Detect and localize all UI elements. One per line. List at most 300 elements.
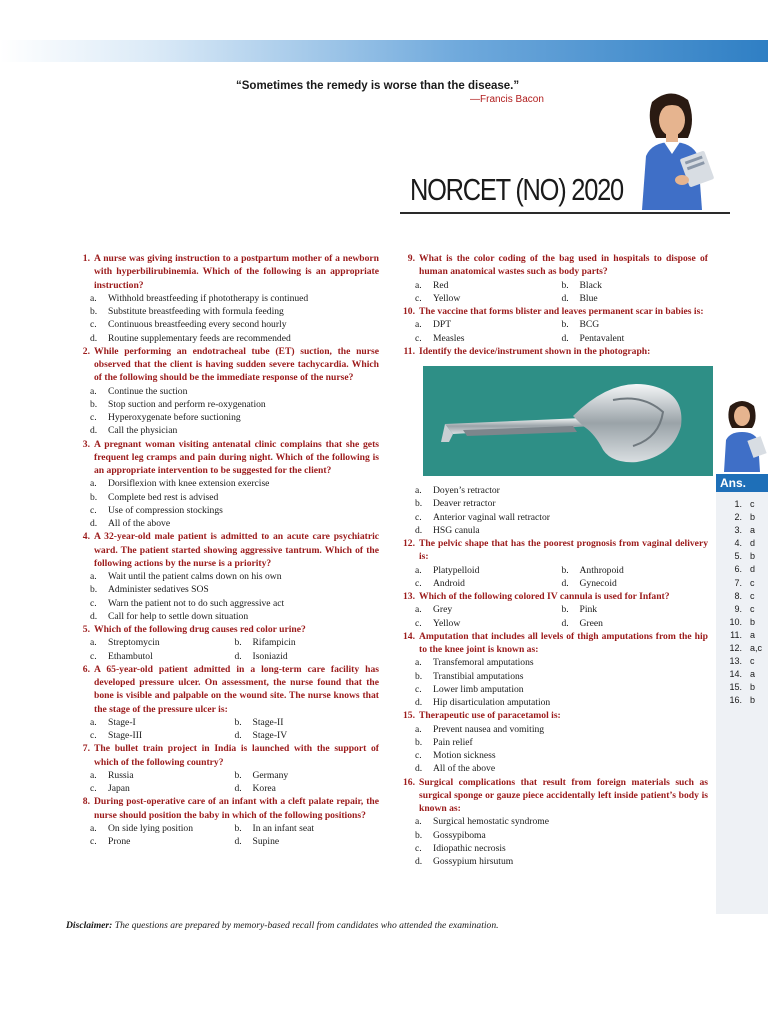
option-text: Wait until the patient calms down on his own: [108, 571, 282, 582]
answer-key-panel: [716, 474, 768, 914]
answer-key-number: 16.: [729, 695, 742, 706]
option-text: Deaver retractor: [433, 498, 496, 510]
answer-option: [562, 292, 709, 305]
question-head: [76, 795, 379, 822]
option-text: Call the physician: [108, 425, 178, 437]
answer-option: [562, 318, 709, 331]
question-block: [76, 345, 379, 438]
question-text: A nurse was giving instruction to a postpartum mother of a newborn with hyperbilirubinemia. Which of the following is an appropriate instruction?: [94, 253, 379, 291]
answer-key-number: 10.: [729, 616, 742, 627]
question-number: 6.: [82, 663, 90, 675]
option-text: Prevent nausea and vomiting: [433, 723, 545, 735]
answer-option: [401, 829, 708, 842]
answer-option: [401, 736, 708, 749]
header-gradient-bar: [0, 40, 768, 62]
option-text: Measles: [433, 332, 465, 344]
disclaimer-text: The questions are prepared by memory-based recall from candidates who attended the examination.: [112, 920, 499, 931]
question-head: [76, 742, 379, 769]
option-letter: b.: [415, 736, 423, 748]
answer-key-value: d: [750, 564, 756, 575]
nurse-illustration-icon: [622, 84, 722, 210]
answer-option-row: [401, 332, 708, 345]
question-number: 15.: [403, 710, 415, 722]
question-number: 10.: [403, 306, 415, 317]
answer-option: [76, 292, 379, 305]
question-number: 13.: [403, 591, 415, 602]
answer-key-row: [716, 550, 768, 563]
option-letter: c.: [90, 412, 97, 423]
question-head: [76, 623, 379, 636]
answer-option: [76, 491, 379, 504]
answer-option: [235, 716, 380, 729]
answer-option: [90, 835, 235, 848]
answer-option-row: [401, 603, 708, 616]
option-text: Call for help to settle down situation: [108, 610, 249, 622]
option-text: Germany: [252, 769, 289, 781]
option-letter: d.: [90, 332, 98, 344]
answer-option: [76, 305, 379, 318]
option-letter: d.: [90, 610, 98, 622]
question-head: [401, 630, 708, 657]
answer-key-number: 8.: [734, 590, 742, 601]
answer-option-row: [401, 564, 708, 577]
option-letter: a.: [90, 385, 97, 397]
option-letter: d.: [415, 524, 423, 536]
question-head: [76, 663, 379, 716]
option-letter: a.: [90, 571, 97, 582]
answer-option-row: [401, 577, 708, 590]
option-letter: c.: [415, 750, 422, 761]
answer-key-row: [716, 629, 768, 642]
option-letter: b.: [561, 564, 569, 576]
answer-option: [235, 782, 380, 795]
option-text: Platypelloid: [433, 564, 480, 576]
retractor-instrument-icon: [423, 366, 713, 476]
answer-key-number: 3.: [734, 525, 742, 536]
question-block: [76, 663, 379, 743]
question-text: What is the color coding of the bag used in hospitals to dispose of human anatomical wastes such as body parts?: [419, 253, 708, 278]
option-letter: a.: [90, 769, 97, 781]
option-text: Green: [579, 617, 603, 629]
option-text: All of the above: [108, 518, 171, 529]
answer-option: [415, 617, 562, 630]
answer-key-value: a,c: [750, 643, 763, 654]
answer-key-value: b: [750, 695, 756, 706]
answer-option: [401, 762, 708, 775]
answer-option-row: [401, 617, 708, 630]
option-letter: b.: [234, 716, 242, 728]
option-letter: c.: [415, 332, 422, 344]
epigraph-quote: “Sometimes the remedy is worse than the disease.”: [236, 80, 520, 92]
answer-key-value: b: [750, 616, 756, 627]
answer-option-row: [76, 650, 379, 663]
question-number: 7.: [82, 743, 90, 755]
option-text: Transtibial amputations: [433, 670, 524, 682]
question-text: A 65-year-old patient admitted in a long-term care facility has developed pressure ulcer. On assessment, the nurse found that the bone is visible and palpable on the wound site. The nurse knows that the stage of the pressure ulcer is:: [94, 663, 379, 715]
option-text: Stage-III: [108, 730, 143, 741]
question-text: A 32-year-old male patient is admitted to an acute care psychiatric ward. The patient started showing aggressive tantrum. Which of the following actions by the nurse is a priority?: [94, 531, 379, 569]
option-text: Pink: [579, 604, 598, 616]
answer-option: [415, 564, 562, 577]
answer-key-row: [716, 524, 768, 537]
option-text: Substitute breastfeeding with formula feeding: [108, 306, 284, 317]
answer-option: [235, 835, 380, 848]
option-letter: b.: [415, 498, 423, 510]
option-letter: c.: [415, 511, 422, 523]
option-text: Pain relief: [433, 736, 473, 748]
answer-key-number: 6.: [734, 564, 742, 575]
question-number: 4.: [82, 531, 90, 543]
answer-option: [401, 842, 708, 855]
answer-option: [76, 411, 379, 424]
question-block: [401, 537, 708, 590]
question-text: Therapeutic use of paracetamol is:: [419, 710, 561, 722]
answer-option: [76, 332, 379, 345]
option-letter: c.: [90, 783, 97, 794]
answer-key-value: b: [750, 682, 756, 693]
answer-option: [90, 636, 235, 649]
option-text: Idiopathic necrosis: [433, 842, 506, 854]
option-letter: a.: [90, 822, 97, 834]
question-text: Which of the following colored IV cannula is used for Infant?: [419, 591, 670, 602]
answer-option: [235, 769, 380, 782]
question-block: [401, 305, 708, 345]
answer-option: [76, 570, 379, 583]
option-letter: d.: [561, 617, 569, 629]
option-letter: d.: [234, 783, 242, 794]
answer-key-row: [716, 577, 768, 590]
question-number: 12.: [403, 538, 415, 549]
option-letter: d.: [234, 650, 242, 662]
question-block: [401, 776, 708, 869]
answer-option: [76, 398, 379, 411]
option-text: Anthropoid: [579, 564, 624, 576]
option-letter: a.: [415, 723, 422, 735]
answer-option: [235, 729, 380, 742]
option-letter: d.: [561, 292, 569, 304]
option-text: Anterior vaginal wall retractor: [433, 511, 550, 523]
answer-key-number: 7.: [734, 577, 742, 588]
option-letter: c.: [90, 730, 97, 741]
answer-option: [415, 318, 562, 331]
answer-key-row: [716, 655, 768, 668]
answer-option: [76, 385, 379, 398]
answer-option: [401, 815, 708, 828]
answer-option: [76, 517, 379, 530]
answer-option-row: [76, 716, 379, 729]
answer-option: [401, 683, 708, 696]
question-block: [76, 252, 379, 345]
option-text: Russia: [108, 769, 134, 781]
option-letter: b.: [234, 769, 242, 781]
option-letter: d.: [415, 697, 423, 708]
question-text: The pelvic shape that has the poorest prognosis from vaginal delivery is:: [419, 538, 708, 563]
option-text: Routine supplementary feeds are recommended: [108, 332, 291, 344]
answer-key-number: 11.: [730, 629, 742, 640]
option-text: Use of compression stockings: [108, 504, 223, 516]
answer-key-number: 12.: [729, 643, 742, 654]
question-text: Identify the device/instrument shown in the photograph:: [419, 345, 651, 357]
option-text: Continuous breastfeeding every second hourly: [108, 319, 287, 331]
question-text: Which of the following drug causes red color urine?: [94, 624, 306, 635]
question-block: [76, 742, 379, 795]
answer-option: [562, 617, 709, 630]
answer-option: [415, 603, 562, 616]
question-block: [76, 438, 379, 531]
option-letter: a.: [90, 716, 97, 728]
option-text: Gossypium hirsutum: [433, 856, 514, 867]
option-letter: c.: [415, 683, 422, 695]
option-letter: b.: [415, 829, 423, 841]
option-letter: a.: [415, 604, 422, 616]
option-text: Hyperoxygenate before suctioning: [108, 412, 241, 423]
question-head: [401, 345, 708, 358]
answer-option: [76, 424, 379, 437]
option-text: Ethambutol: [108, 650, 153, 662]
option-letter: a.: [415, 657, 422, 669]
option-text: Stage-II: [252, 716, 284, 728]
answer-option-row: [76, 822, 379, 835]
disclaimer: [66, 920, 499, 931]
answer-option-row: [401, 292, 708, 305]
option-text: Streptomycin: [108, 637, 160, 649]
option-text: Administer sedatives SOS: [108, 584, 209, 596]
answer-option-row: [76, 769, 379, 782]
answer-key-value: a: [750, 525, 756, 536]
question-text: The vaccine that forms blister and leaves permanent scar in babies is:: [419, 306, 704, 317]
answer-key-heading: Ans.: [716, 474, 768, 492]
answer-option: [401, 524, 708, 537]
answer-option: [90, 729, 235, 742]
answer-option: [562, 279, 709, 292]
option-letter: d.: [561, 332, 569, 344]
option-letter: a.: [415, 279, 422, 291]
answer-key-row: [716, 511, 768, 524]
answer-option-row: [76, 782, 379, 795]
question-number: 5.: [82, 624, 90, 635]
answer-option: [90, 769, 235, 782]
questions-column-right: [401, 252, 708, 868]
question-block: [76, 795, 379, 848]
question-number: 16.: [403, 776, 415, 788]
question-number: 14.: [403, 630, 415, 642]
question-number: 1.: [82, 253, 90, 264]
option-letter: a.: [90, 637, 97, 649]
answer-option-row: [76, 729, 379, 742]
answer-option: [415, 332, 562, 345]
option-letter: b.: [561, 279, 569, 291]
answer-key-number: 1.: [734, 499, 742, 509]
option-text: Supine: [252, 836, 280, 847]
option-text: Stage-IV: [252, 730, 288, 741]
answer-key-value: c: [750, 590, 755, 601]
answer-key-value: c: [750, 656, 755, 667]
answer-key-value: c: [750, 499, 755, 509]
question-text: Amputation that includes all levels of thigh amputations from the hip to the knee joint is known as:: [419, 630, 708, 655]
question-text: A pregnant woman visiting antenatal clinic complains that she gets frequent leg cramps and pain during night. Which of the following is an appropriate intervention to be suggested for the client?: [94, 438, 379, 476]
answer-option: [401, 696, 708, 709]
option-letter: c.: [415, 577, 422, 589]
answer-key-value: a: [750, 669, 756, 680]
answer-option: [235, 636, 380, 649]
answer-option-row: [401, 318, 708, 331]
answer-option: [401, 749, 708, 762]
option-letter: d.: [234, 730, 242, 741]
nurse-small-icon: [716, 396, 768, 472]
question-head: [76, 438, 379, 478]
option-text: Stop suction and perform re-oxygenation: [108, 398, 266, 410]
answer-key-row: [716, 537, 768, 550]
option-letter: a.: [90, 292, 97, 304]
answer-option: [76, 583, 379, 596]
answer-option: [401, 656, 708, 669]
option-letter: b.: [561, 319, 569, 331]
option-letter: a.: [415, 319, 422, 331]
epigraph-author: —Francis Bacon: [470, 94, 544, 105]
option-text: Motion sickness: [433, 750, 496, 761]
option-letter: b.: [90, 491, 98, 503]
option-text: In an infant seat: [252, 822, 315, 834]
option-letter: b.: [90, 584, 98, 596]
question-block: [401, 252, 708, 305]
disclaimer-label: Disclaimer:: [66, 920, 113, 931]
answer-option: [401, 511, 708, 524]
option-letter: c.: [415, 292, 422, 304]
answer-key-number: 2.: [734, 512, 742, 523]
question-head: [76, 345, 379, 385]
answer-key-number: 4.: [734, 538, 742, 549]
option-text: Android: [433, 577, 465, 589]
option-letter: c.: [90, 650, 97, 662]
option-letter: b.: [90, 306, 98, 317]
option-letter: a.: [90, 478, 97, 490]
answer-option: [401, 497, 708, 510]
question-block: [76, 530, 379, 623]
option-letter: b.: [234, 637, 242, 649]
answer-key-value: b: [750, 512, 756, 523]
answer-option: [415, 292, 562, 305]
instrument-photo: [423, 366, 713, 476]
option-text: Prone: [108, 836, 131, 847]
question-head: [401, 776, 708, 816]
option-text: Stage-I: [108, 716, 136, 728]
option-letter: d.: [90, 518, 98, 529]
question-head: [76, 252, 379, 292]
option-text: BCG: [579, 319, 600, 331]
question-head: [401, 252, 708, 279]
question-head: [401, 590, 708, 603]
question-block: [76, 623, 379, 663]
answer-option: [235, 822, 380, 835]
answer-option-row: [76, 636, 379, 649]
question-head: [401, 537, 708, 564]
answer-option: [415, 577, 562, 590]
answer-option: [90, 822, 235, 835]
option-text: Complete bed rest is advised: [108, 491, 219, 503]
option-text: Warn the patient not to do such aggressive act: [108, 597, 285, 609]
answer-key-number: 5.: [734, 551, 742, 562]
question-number: 8.: [82, 796, 90, 808]
answer-key-row: [716, 694, 768, 707]
answer-key-value: c: [750, 603, 755, 614]
answer-option: [562, 577, 709, 590]
option-text: Korea: [252, 783, 276, 794]
option-text: Japan: [108, 783, 130, 794]
option-letter: b.: [234, 822, 242, 834]
answer-key-value: a: [750, 629, 756, 640]
option-text: HSG canula: [433, 524, 480, 536]
option-text: Yellow: [433, 292, 461, 304]
answer-option: [76, 610, 379, 623]
question-number: 3.: [82, 438, 90, 450]
option-letter: b.: [561, 604, 569, 616]
answer-option: [562, 603, 709, 616]
question-text: Surgical complications that result from foreign materials such as surgical sponge or gauze piece accidentally left inside patient’s body is known as:: [419, 776, 708, 814]
question-head: [401, 709, 708, 722]
question-number: 11.: [403, 345, 415, 357]
option-letter: c.: [90, 319, 97, 331]
title-rule: [400, 212, 730, 214]
option-text: Continue the suction: [108, 385, 188, 397]
question-text: During post-operative care of an infant with a cleft palate repair, the nurse should position the baby in which of the following positions?: [94, 796, 379, 821]
answer-option: [76, 477, 379, 490]
answer-option: [562, 332, 709, 345]
option-letter: b.: [415, 670, 423, 682]
question-block: [401, 709, 708, 775]
question-text: The bullet train project in India is launched with the support of which of the following country?: [94, 743, 379, 768]
answer-key-row: [716, 603, 768, 616]
question-text: While performing an endotracheal tube (ET) suction, the nurse observed that the client is having sudden severe tachycardia. Which of the following should be the immediate response of the nurse?: [94, 345, 379, 384]
question-number: 9.: [407, 253, 415, 264]
answer-key-value: c: [750, 577, 755, 588]
option-letter: a.: [415, 485, 422, 496]
answer-option: [562, 564, 709, 577]
option-letter: b.: [90, 398, 98, 410]
question-block: [401, 590, 708, 630]
option-letter: a.: [415, 816, 422, 828]
answer-option: [401, 723, 708, 736]
option-text: Isoniazid: [252, 650, 288, 662]
option-letter: d.: [90, 425, 98, 437]
option-text: On side lying position: [108, 822, 194, 834]
option-text: Doyen’s retractor: [433, 485, 500, 496]
option-letter: c.: [90, 836, 97, 847]
answer-key-row: [716, 590, 768, 603]
answer-option: [76, 504, 379, 517]
option-text: Rifampicin: [252, 637, 296, 649]
answer-key-row: [716, 681, 768, 694]
option-text: Withhold breastfeeding if phototherapy is continued: [108, 292, 309, 304]
option-letter: c.: [415, 617, 422, 629]
option-text: Gossypiboma: [433, 829, 486, 841]
option-text: Blue: [579, 292, 598, 304]
answer-option: [76, 318, 379, 331]
questions-column-left: [76, 252, 379, 848]
answer-key-row: [716, 498, 768, 511]
answer-option-row: [76, 835, 379, 848]
option-text: Pentavalent: [579, 332, 625, 344]
option-letter: d.: [415, 763, 423, 775]
option-text: Black: [579, 279, 602, 291]
answer-key-list: [716, 492, 768, 708]
answer-key-number: 9.: [734, 603, 742, 614]
question-block: [401, 345, 708, 537]
option-letter: a.: [415, 564, 422, 576]
option-text: Lower limb amputation: [433, 683, 524, 695]
exam-title: NORCET (NO) 2020: [410, 172, 623, 207]
answer-key-number: 14.: [729, 669, 742, 680]
option-letter: d.: [561, 577, 569, 589]
